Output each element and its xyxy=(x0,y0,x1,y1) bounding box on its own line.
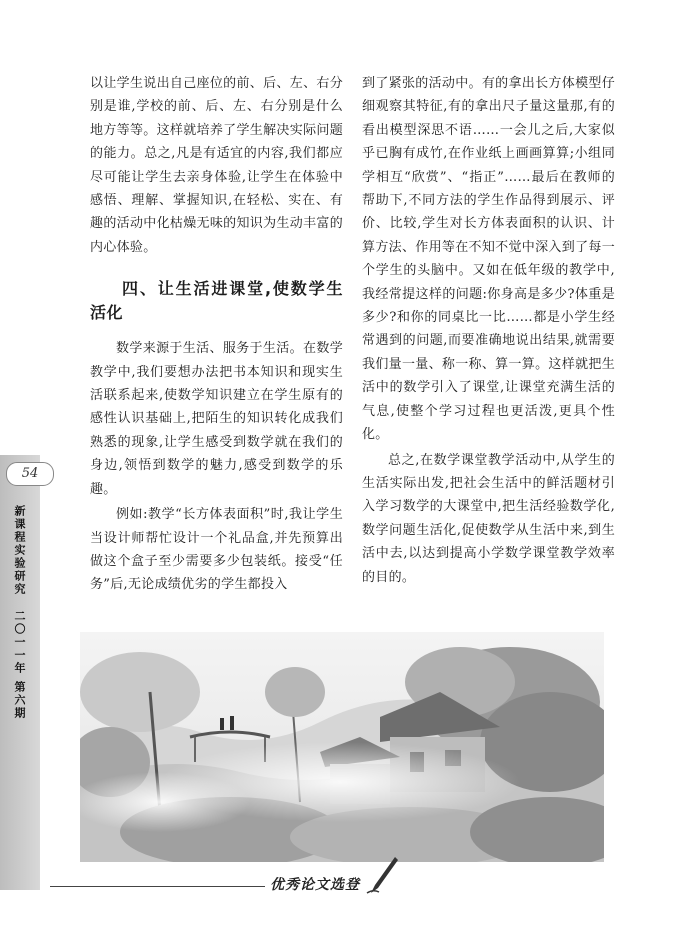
pen-icon xyxy=(365,855,399,895)
paragraph: 总之,在数学课堂教学活动中,从学生的生活实际出发,把社会生活中的鲜活题材引入学习数学的大课堂中,把生活经验数学化,数学问题生活化,促使数学从生活中来,到生活中去,以达到提高小学数学课堂教学效率的目的。 xyxy=(362,452,615,585)
section-heading xyxy=(90,277,343,325)
journal-issue: 二〇一一年 第六期 xyxy=(13,610,26,720)
footer-section-title: 优秀论文选登 xyxy=(270,877,360,893)
paragraph: 例如:教学“长方体表面积”时,我让学生当设计师帮忙设计一个礼品盒,并先预算出做这个盒子至少需要多少包装纸。接受“任务”后,无论成绩优劣的学生都投入 xyxy=(90,507,343,593)
section-heading-text: 四、让生活进课堂,使数学生活化 xyxy=(90,279,343,323)
paragraph: 数学来源于生活、服务于生活。在数学教学中,我们要想办法把书本知识和现实生活联系起来,使数学知识建立在学生原有的感性认识基础上,把陌生的知识转化成我们熟悉的现象,让学生感受到数学就在我们的身边,领悟到数学的魅力,感受到数学的乐趣。 xyxy=(90,341,343,497)
ink-landscape-image xyxy=(80,632,604,862)
right-column xyxy=(362,72,615,589)
footer-rule xyxy=(50,886,265,887)
paragraph: 到了紧张的活动中。有的拿出长方体模型仔细观察其特征,有的拿出尺子量这量那,有的看出模型深思不语……一会儿之后,大家似乎已胸有成竹,在作业纸上画画算算;小组同学相互“欣赏”、“指正”……最后在教师的帮助下,不同方法的学生作品得到展示、评价、比较,学生对长方体表面积的认识、计算方法、作用等在不知不觉中深入到了每一个学生的头脑中。又如在低年级的教学中,我经常提这样的问题:你身高是多少?体重是多少?和你的同桌比一比……都是小学生经常遇到的问题,而要准确地说出结果,就需要我们量一量、称一称、算一算。这样就把生活中的数学引入了课堂,让课堂充满生活的气息,使整个学习过程也更活泼,更具个性化。 xyxy=(362,76,615,443)
journal-name: 新课程实验研究 xyxy=(13,505,26,596)
paragraph: 以让学生说出自己座位的前、后、左、右分别是谁,学校的前、后、左、右分别是什么地方等等。这样就培养了学生解决实际问题的能力。总之,凡是有适宜的内容,我们都应尽可能让学生去亲身体验,让学生在体验中感悟、理解、掌握知识,在轻松、实在、有趣的活动中化枯燥无味的知识为生动丰富的内心体验。 xyxy=(90,76,343,255)
left-column xyxy=(90,72,343,597)
landscape-illustration xyxy=(80,632,604,862)
page-number: 54 xyxy=(6,462,54,486)
